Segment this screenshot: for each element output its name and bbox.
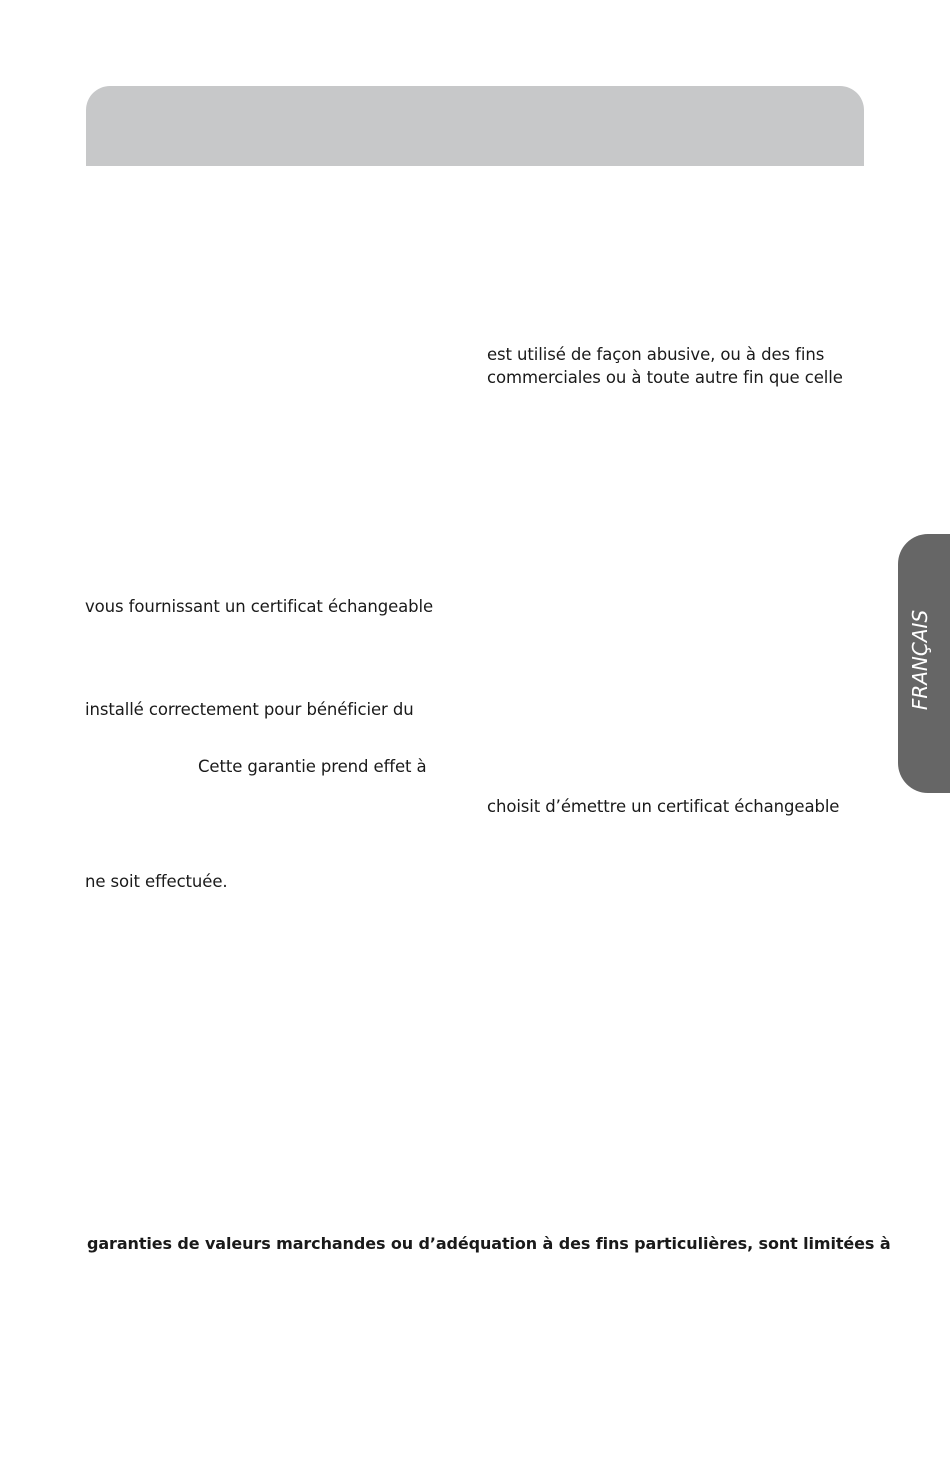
left-text-line-2: installé correctement pour bénéficier du [85,700,414,719]
language-tab-label: FRANÇAIS [908,609,932,711]
left-text-line-1: vous fournissant un certificat échangeable [85,597,434,616]
left-text-line-4: ne soit effectuée. [85,872,228,891]
right-text-line-2: commerciales ou à toute autre fin que celle [487,368,843,387]
left-text-line-3: Cette garantie prend effet à [198,757,427,776]
right-text-line-1: est utilisé de façon abusive, ou à des fins [487,345,825,364]
right-text-line-3: choisit d’émettre un certificat échangeable [487,797,840,816]
warranty-bold-line: garanties de valeurs marchandes ou d’adéquation à des fins particulières, sont limitées à [87,1234,891,1253]
header-band [86,86,864,166]
